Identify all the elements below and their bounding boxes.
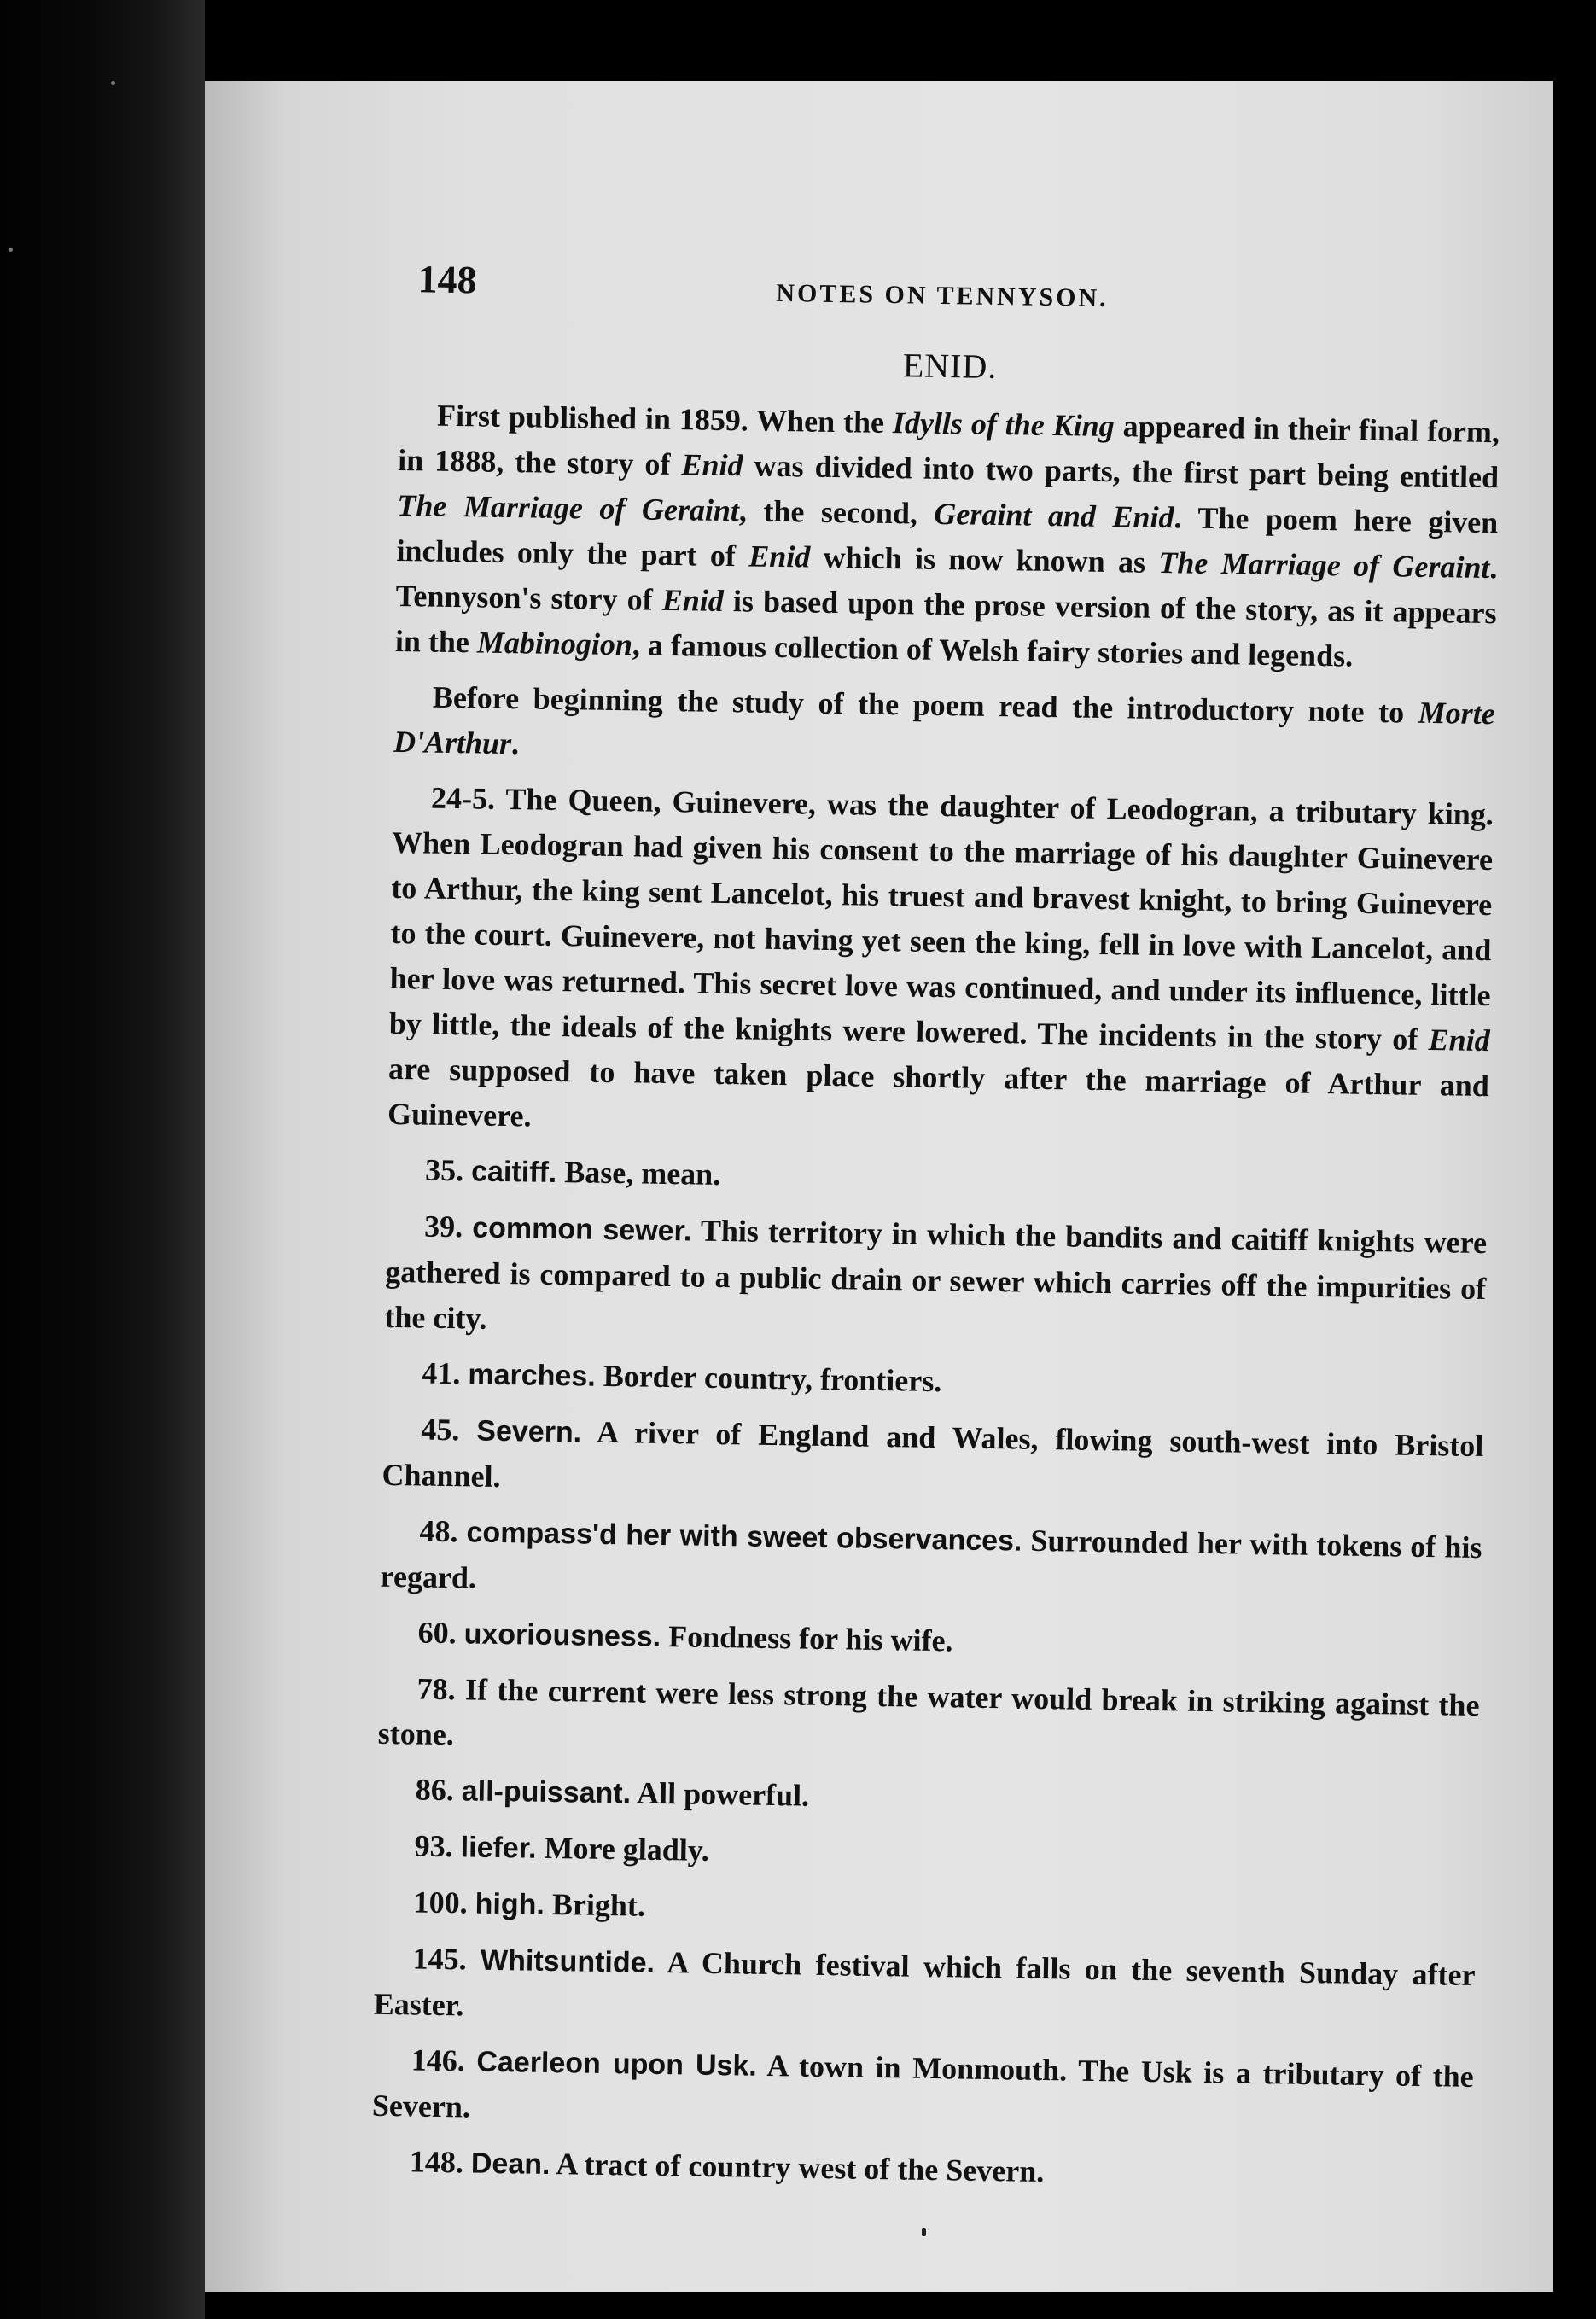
book-page	[205, 81, 1553, 2292]
note-text: If the current were less strong the water would break in striking against the stone.	[377, 1672, 1480, 1752]
note-text: Border country, frontiers.	[603, 1358, 942, 1399]
scan-speck	[9, 248, 13, 252]
note-term: all-puissant.	[461, 1774, 632, 1810]
note-entry	[376, 1823, 1477, 1886]
page-content	[370, 256, 1502, 2212]
page-number: 148	[417, 257, 477, 302]
note-number: 39.	[423, 1209, 463, 1244]
note-text: More gladly.	[544, 1830, 710, 1867]
scan-left-border	[0, 0, 205, 2319]
note-entry	[384, 1203, 1487, 1357]
note-entry	[383, 1350, 1485, 1413]
note-text: All powerful.	[636, 1775, 810, 1813]
notes-list	[371, 1147, 1488, 2202]
note-term: Severn.	[476, 1414, 582, 1449]
note-number: 93.	[414, 1828, 454, 1864]
note-number: 145.	[412, 1941, 467, 1977]
note-term: uxoriousness.	[463, 1617, 661, 1653]
note-term: high.	[475, 1887, 545, 1921]
note-term: caitiff.	[470, 1155, 557, 1189]
note-entry	[371, 2139, 1473, 2202]
note-number: 24-5.	[430, 780, 496, 816]
note-term: liefer.	[460, 1831, 537, 1865]
note-term: Dean.	[470, 2147, 550, 2182]
note-entry	[372, 2037, 1475, 2146]
note-term: Caerleon upon Usk.	[476, 2045, 758, 2083]
note-entry	[376, 1767, 1478, 1830]
note-entry	[373, 1936, 1476, 2044]
note-number: 45.	[421, 1412, 460, 1448]
note-entry	[380, 1508, 1482, 1617]
note-number: 41.	[422, 1355, 461, 1391]
note-number: 48.	[419, 1513, 458, 1549]
note-number: 146.	[411, 2042, 466, 2078]
note-entry	[377, 1666, 1480, 1774]
note-entry	[382, 1407, 1484, 1515]
note-text: Surrounded her with tokens of his regard.	[380, 1523, 1482, 1595]
note-term: common sewer.	[471, 1211, 692, 1248]
note-term: compass'd her with sweet observances.	[466, 1516, 1022, 1558]
note-term: marches.	[468, 1358, 597, 1393]
scan-right-border	[1553, 0, 1596, 2319]
note-number: 86.	[415, 1772, 455, 1808]
note-text: Base, mean.	[563, 1155, 721, 1192]
running-head: NOTES ON TENNYSON.	[776, 278, 1109, 313]
intro-paragraph: First published in 1859. When the Idylls of the King appeared in their final form, in 1888, the story of Enid was divided into two parts, the first part being entitled The Marriage of Geraint, the second, Geraint and Enid. The poem here given includes only the part of Enid which is now known as The Marriage of Geraint. Tennyson's story of Enid is based upon the prose version of the story, as it appears in the Mabinogion, a famous collection of Welsh fairy stories and legends.	[394, 398, 1500, 673]
scan-speck	[111, 81, 115, 85]
ink-dot	[922, 2228, 926, 2236]
page-header	[400, 256, 1502, 324]
note-number: 60.	[417, 1615, 457, 1651]
note-entry	[387, 1147, 1488, 1210]
section-title: ENID.	[902, 346, 998, 386]
note-term: Whitsuntide.	[480, 1943, 655, 1979]
note-text: Bright.	[551, 1887, 646, 1923]
intro-paragraph: Before beginning the study of the poem read the introductory note to Morte D'Arthur.	[393, 679, 1496, 761]
note-text: This territory in which the bandits and caitiff knights were gathered is compared to a public drain or sewer which carries off the impurities of the city.	[384, 1213, 1488, 1336]
note-text: A river of England and Wales, flowing south-west into Bristol Channel.	[382, 1414, 1484, 1495]
note-text: Fondness for his wife.	[667, 1619, 953, 1658]
note-number: 78.	[416, 1671, 456, 1707]
note-number: 148.	[409, 2144, 464, 2180]
note-number: 35.	[424, 1152, 464, 1188]
note-text: A tract of country west of the Severn.	[556, 2147, 1045, 2189]
note-text: A town in Monmouth. The Usk is a tributary of the Severn.	[371, 2048, 1474, 2124]
note-entry	[375, 1879, 1477, 1943]
note-entry: 24-5. The Queen, Guinevere, was the daughter of Leodogran, a tributary king. When Leodogran had given his consent to the marriage of his daughter Guinevere to Arthur, the king sent Lancelot, his truest and bravest knight, to bring Guinevere to the court. Guinevere, not having yet seen the king, fell in love with Lancelot, and her love was returned. This secret love was continued, and under its influence, little by little, the ideals of the knights were lowered. The incidents in the story of Enid are supposed to have taken place shortly after the marriage of Arthur and Guinevere.	[387, 780, 1494, 1133]
note-text: A Church festival which falls on the seventh Sunday after Easter.	[373, 1945, 1476, 2023]
note-entry	[379, 1610, 1481, 1673]
note-number: 100.	[413, 1885, 469, 1920]
